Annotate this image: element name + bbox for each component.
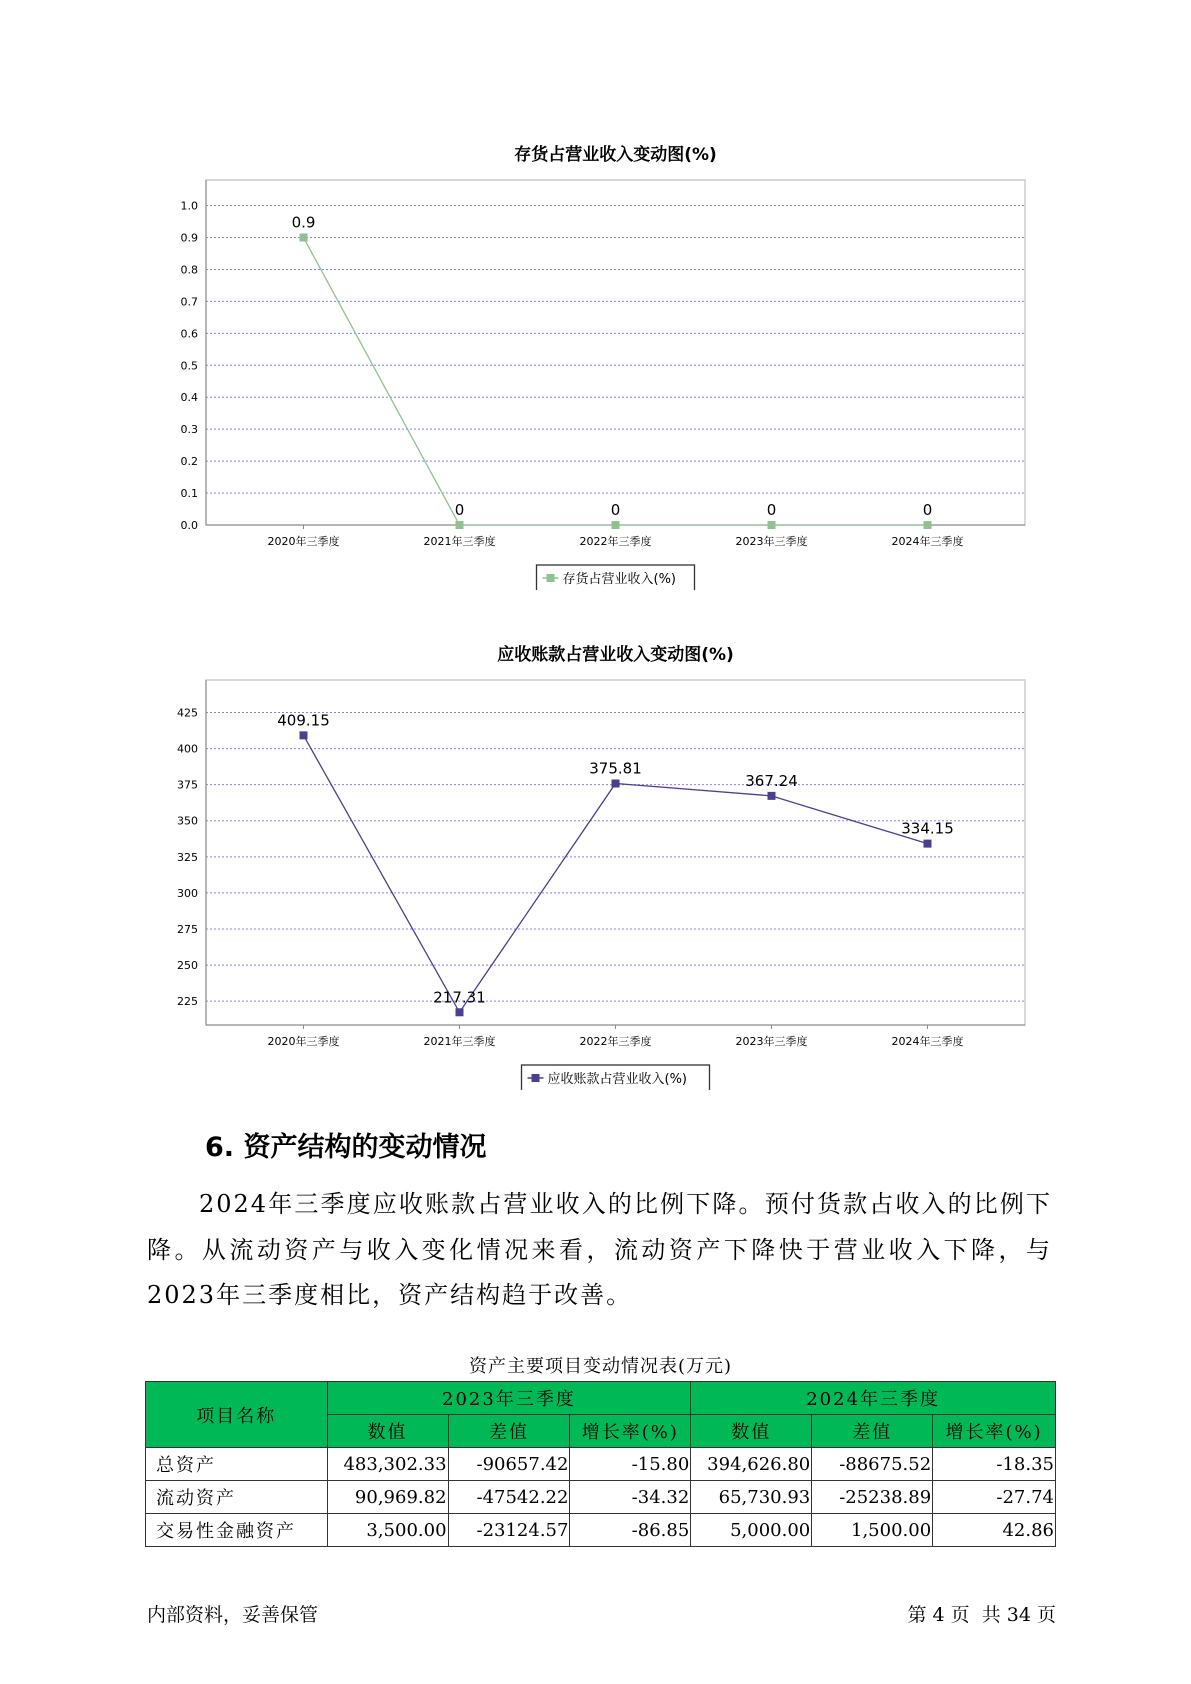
table-cell: -23124.57	[448, 1514, 570, 1547]
row-name: 流动资产	[146, 1481, 328, 1514]
y-tick-label: 0.4	[180, 391, 198, 405]
data-point	[300, 234, 308, 242]
row-name: 交易性金融资产	[146, 1514, 328, 1547]
data-label: 0	[922, 501, 933, 519]
y-tick-label: 425	[177, 706, 198, 720]
chart-title: 应收账款占营业收入变动图(%)	[497, 645, 734, 665]
data-label: 0	[766, 501, 777, 519]
receivables-ratio-chart	[150, 645, 1050, 1090]
section-paragraph: 2024年三季度应收账款占营业收入的比例下降。预付货款占收入的比例下降。从流动资产与收入变化情况来看，流动资产下降快于营业收入下降，与2023年三季度相比，资产结构趋于改善。	[147, 1190, 1052, 1309]
table-cell: -27.74	[933, 1481, 1056, 1514]
table-cell: -90657.42	[448, 1448, 570, 1481]
legend-marker	[532, 1074, 540, 1082]
data-label: 375.81	[589, 759, 642, 778]
data-point	[924, 521, 932, 529]
x-tick-label: 2021年三季度	[423, 1035, 496, 1048]
y-tick-label: 0.6	[180, 327, 198, 341]
legend-label: 存货占营业收入(%)	[562, 572, 676, 587]
x-tick-label: 2022年三季度	[579, 1035, 652, 1048]
y-tick-label: 225	[177, 995, 198, 1009]
y-tick-label: 375	[177, 778, 198, 792]
data-label: 409.15	[277, 711, 330, 730]
y-tick-label: 0.8	[180, 263, 198, 277]
y-tick-label: 300	[177, 886, 198, 900]
inventory-ratio-chart	[150, 145, 1050, 590]
chart-title: 存货占营业收入变动图(%)	[514, 145, 717, 165]
section-heading: 6. 资产结构的变动情况	[205, 1132, 487, 1163]
x-tick-label: 2020年三季度	[267, 1035, 340, 1048]
sub-header: 增长率(%)	[570, 1415, 691, 1448]
x-tick-label: 2024年三季度	[891, 1035, 964, 1048]
data-label: 0	[454, 501, 465, 519]
data-label: 334.15	[901, 819, 954, 838]
table-row	[146, 1448, 1056, 1481]
data-point	[612, 521, 620, 529]
asset-change-table	[145, 1381, 1056, 1547]
sub-header: 数值	[327, 1415, 448, 1448]
name-header: 项目名称	[146, 1382, 328, 1448]
table-cell: -18.35	[933, 1448, 1056, 1481]
table-cell: -47542.22	[448, 1481, 570, 1514]
table-cell: -88675.52	[812, 1448, 933, 1481]
y-tick-label: 0.9	[180, 231, 198, 245]
data-point	[768, 521, 776, 529]
data-point	[456, 1008, 464, 1016]
data-label: 0	[610, 501, 621, 519]
x-tick-label: 2024年三季度	[891, 535, 964, 548]
table-cell: -86.85	[570, 1514, 691, 1547]
period-header: 2023年三季度	[327, 1382, 691, 1415]
table-cell: 42.86	[933, 1514, 1056, 1547]
table-cell: -34.32	[570, 1481, 691, 1514]
table-cell: 483,302.33	[327, 1448, 448, 1481]
table-cell: 3,500.00	[327, 1514, 448, 1547]
y-tick-label: 0.2	[180, 455, 198, 469]
footer-confidential: 内部资料，妥善保管	[147, 1604, 319, 1626]
data-point	[300, 731, 308, 739]
table-caption: 资产主要项目变动情况表(万元)	[468, 1356, 733, 1377]
y-tick-label: 250	[177, 959, 198, 973]
table-cell: 394,626.80	[691, 1448, 812, 1481]
y-tick-label: 0.7	[180, 295, 198, 309]
data-label: 367.24	[745, 771, 798, 790]
y-tick-label: 350	[177, 814, 198, 828]
y-tick-label: 275	[177, 923, 198, 937]
table-cell: 1,500.00	[812, 1514, 933, 1547]
x-tick-label: 2023年三季度	[735, 1035, 808, 1048]
x-tick-label: 2023年三季度	[735, 535, 808, 548]
x-tick-label: 2022年三季度	[579, 535, 652, 548]
y-tick-label: 0.3	[180, 423, 198, 437]
plot-area	[206, 680, 1025, 1025]
y-tick-label: 400	[177, 742, 198, 756]
table-cell: 90,969.82	[327, 1481, 448, 1514]
x-tick-label: 2021年三季度	[423, 535, 496, 548]
legend-label: 应收账款占营业收入(%)	[547, 1072, 687, 1087]
table-row	[146, 1514, 1056, 1547]
data-label: 217.31	[433, 988, 486, 1007]
y-tick-label: 325	[177, 850, 198, 864]
y-tick-label: 0.5	[180, 359, 198, 373]
y-tick-label: 1.0	[180, 199, 198, 213]
plot-area	[206, 180, 1025, 525]
row-name: 总资产	[146, 1448, 328, 1481]
data-point	[924, 840, 932, 848]
legend-marker	[547, 574, 555, 582]
data-point	[768, 792, 776, 800]
data-point	[456, 521, 464, 529]
period-header: 2024年三季度	[691, 1382, 1056, 1415]
table-cell: -15.80	[570, 1448, 691, 1481]
data-label: 0.9	[291, 213, 316, 232]
table-cell: 5,000.00	[691, 1514, 812, 1547]
sub-header: 数值	[691, 1415, 812, 1448]
sub-header: 差值	[448, 1415, 570, 1448]
footer-page-number: 第 4 页 共 34 页	[907, 1604, 1056, 1626]
table-cell: -25238.89	[812, 1481, 933, 1514]
data-point	[612, 779, 620, 787]
table-row	[146, 1481, 1056, 1514]
sub-header: 差值	[812, 1415, 933, 1448]
y-tick-label: 0.1	[180, 487, 198, 501]
y-tick-label: 0.0	[180, 519, 198, 532]
sub-header: 增长率(%)	[933, 1415, 1056, 1448]
table-cell: 65,730.93	[691, 1481, 812, 1514]
x-tick-label: 2020年三季度	[267, 535, 340, 548]
